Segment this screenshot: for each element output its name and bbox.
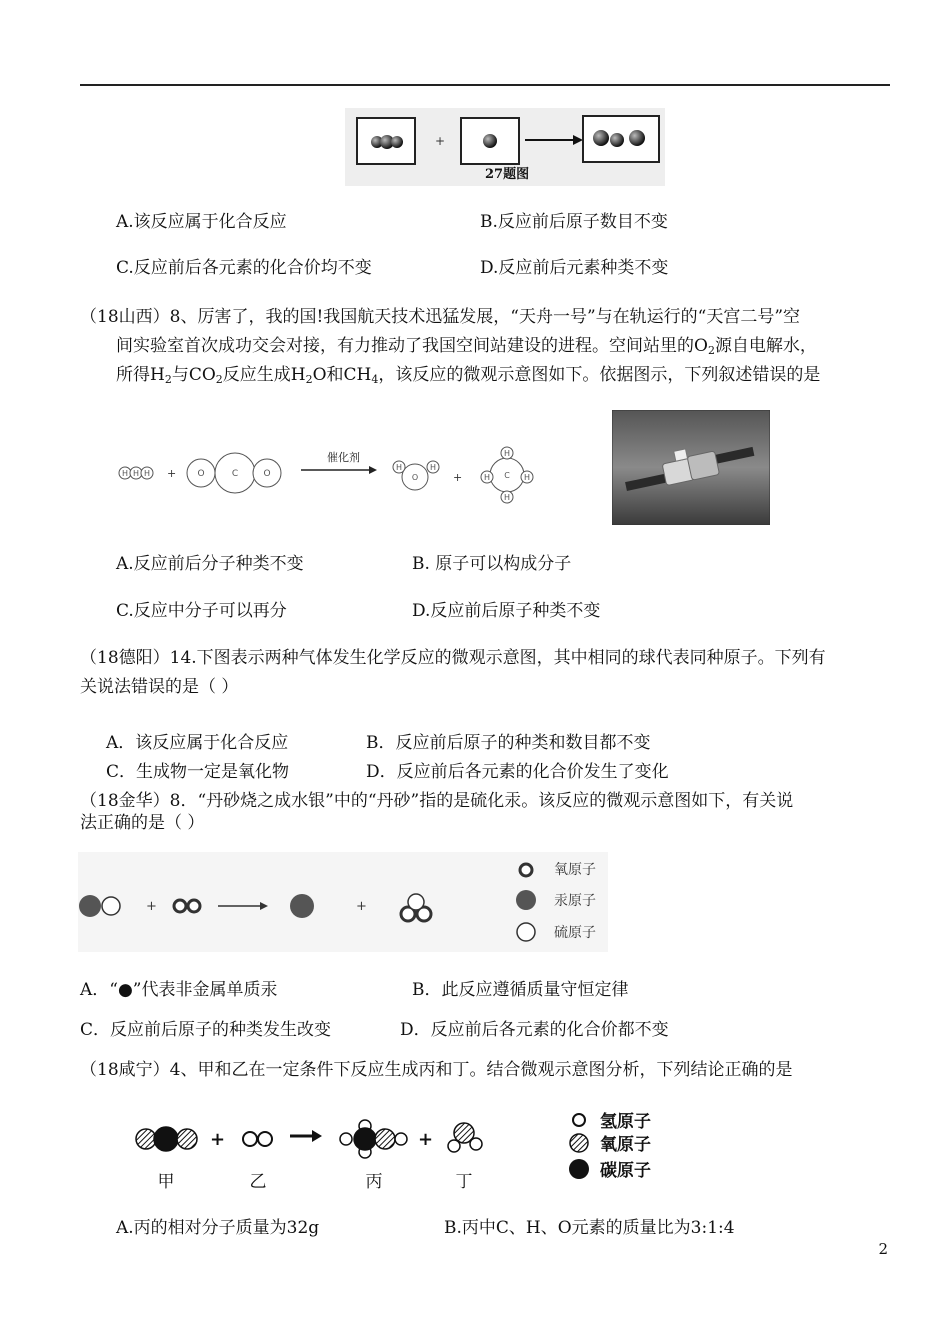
molecule-label: 丁	[455, 1172, 473, 1192]
question-stem: （18德阳）14.下图表示两种气体发生化学反应的微观示意图，其中相同的球代表同种原子。下列有	[80, 648, 826, 668]
svg-text:H: H	[132, 469, 140, 478]
option-d: D.反应前后原子种类不变	[412, 601, 601, 621]
option-c: C.反应前后各元素的化合价均不变	[116, 258, 372, 278]
svg-text:C: C	[504, 471, 510, 480]
option-c: C．反应前后原子的种类发生改变	[80, 1020, 332, 1040]
legend-label: 氢原子	[600, 1112, 651, 1132]
legend-label: 碳原子	[600, 1161, 651, 1181]
atom	[629, 130, 645, 146]
option-a: A．该反应属于化合反应	[106, 733, 289, 753]
option-d: D．反应前后各元素的化合价都不变	[400, 1020, 669, 1040]
svg-text:O: O	[263, 469, 271, 479]
question-stem: 所得$H_2$与$CO_2$反应生成$H_2O$和$CH_4$，该反应的微观示意图如下。依据图示，下列叙述错误的是	[116, 365, 821, 386]
plus-sign: +	[453, 471, 463, 484]
atom	[391, 136, 403, 148]
molecule-label: 丙	[365, 1172, 383, 1192]
plus-sign: +	[435, 134, 446, 148]
svg-text:H: H	[395, 463, 403, 472]
question-stem: 法正确的是（ ）	[80, 813, 205, 833]
option-b: B. 原子可以构成分子	[412, 554, 572, 574]
option-a: A.丙的相对分子质量为32g	[116, 1218, 320, 1238]
option-a: A.反应前后分子种类不变	[116, 554, 304, 574]
page-number: 2	[878, 1240, 888, 1258]
option-c: C.反应中分子可以再分	[116, 601, 287, 621]
svg-text:H: H	[503, 449, 511, 458]
plus-sign: +	[167, 467, 177, 480]
option-b: B．此反应遵循质量守恒定律	[412, 980, 629, 1000]
legend-label: 氧原子	[600, 1135, 651, 1155]
option-b: B．反应前后原子的种类和数目都不变	[366, 733, 651, 753]
svg-text:H: H	[483, 473, 491, 482]
svg-text:O: O	[411, 473, 419, 482]
plus-sign: +	[418, 1129, 434, 1150]
question-stem: （18山西）8、厉害了，我的国!我国航天技术迅猛发展，“天舟一号”与在轨运行的“天宫二号”空	[80, 307, 801, 327]
figure-caption: 27题图	[485, 167, 530, 182]
legend-label: 硫原子	[554, 925, 596, 941]
svg-text:H: H	[523, 473, 531, 482]
atom	[483, 134, 497, 148]
question-stem: 关说法错误的是（ ）	[80, 677, 239, 697]
option-b: B.反应前后原子数目不变	[480, 212, 668, 232]
svg-text:H: H	[143, 469, 151, 478]
question-stem: （18咸宁）4、甲和乙在一定条件下反应生成丙和丁。结合微观示意图分析，下列结论正确的是	[80, 1060, 793, 1080]
question-stem: （18金华）8．“丹砂烧之成水银”中的“丹砂”指的是硫化汞。该反应的微观示意图如下，有关说	[80, 791, 794, 811]
figure-27	[345, 108, 665, 186]
reaction-diagram	[115, 445, 545, 505]
svg-text:H: H	[121, 469, 129, 478]
option-d: D．反应前后各元素的化合价发生了变化	[366, 762, 669, 782]
atom	[593, 130, 609, 146]
svg-text:C: C	[231, 469, 239, 479]
option-a: A.该反应属于化合反应	[116, 212, 287, 232]
xianning-diagram	[120, 1105, 680, 1195]
space-station-photo	[612, 410, 770, 525]
plus-sign: +	[356, 899, 367, 914]
jinhua-diagram	[78, 852, 608, 952]
legend-label: 汞原子	[554, 893, 596, 909]
plus-sign: +	[210, 1129, 226, 1150]
atom	[610, 133, 624, 147]
option-d: D.反应前后元素种类不变	[480, 258, 669, 278]
svg-text:O: O	[197, 469, 205, 479]
option-c: C．生成物一定是氧化物	[106, 762, 290, 782]
option-a: A．“●”代表非金属单质汞	[80, 980, 278, 1000]
header-rule	[80, 84, 890, 86]
svg-text:H: H	[429, 463, 437, 472]
question-stem: 间实验室首次成功交会对接，有力推动了我国空间站建设的进程。空间站里的$O_2$源自电解水，	[116, 336, 817, 357]
option-b: B.丙中C、H、O元素的质量比为3:1:4	[444, 1218, 735, 1238]
molecule-label: 甲	[157, 1172, 175, 1192]
legend-label: 氧原子	[554, 862, 596, 878]
molecule-label: 乙	[249, 1172, 267, 1192]
plus-sign: +	[146, 899, 157, 914]
catalyst-label: 催化剂	[327, 451, 360, 464]
svg-text:H: H	[503, 493, 511, 502]
